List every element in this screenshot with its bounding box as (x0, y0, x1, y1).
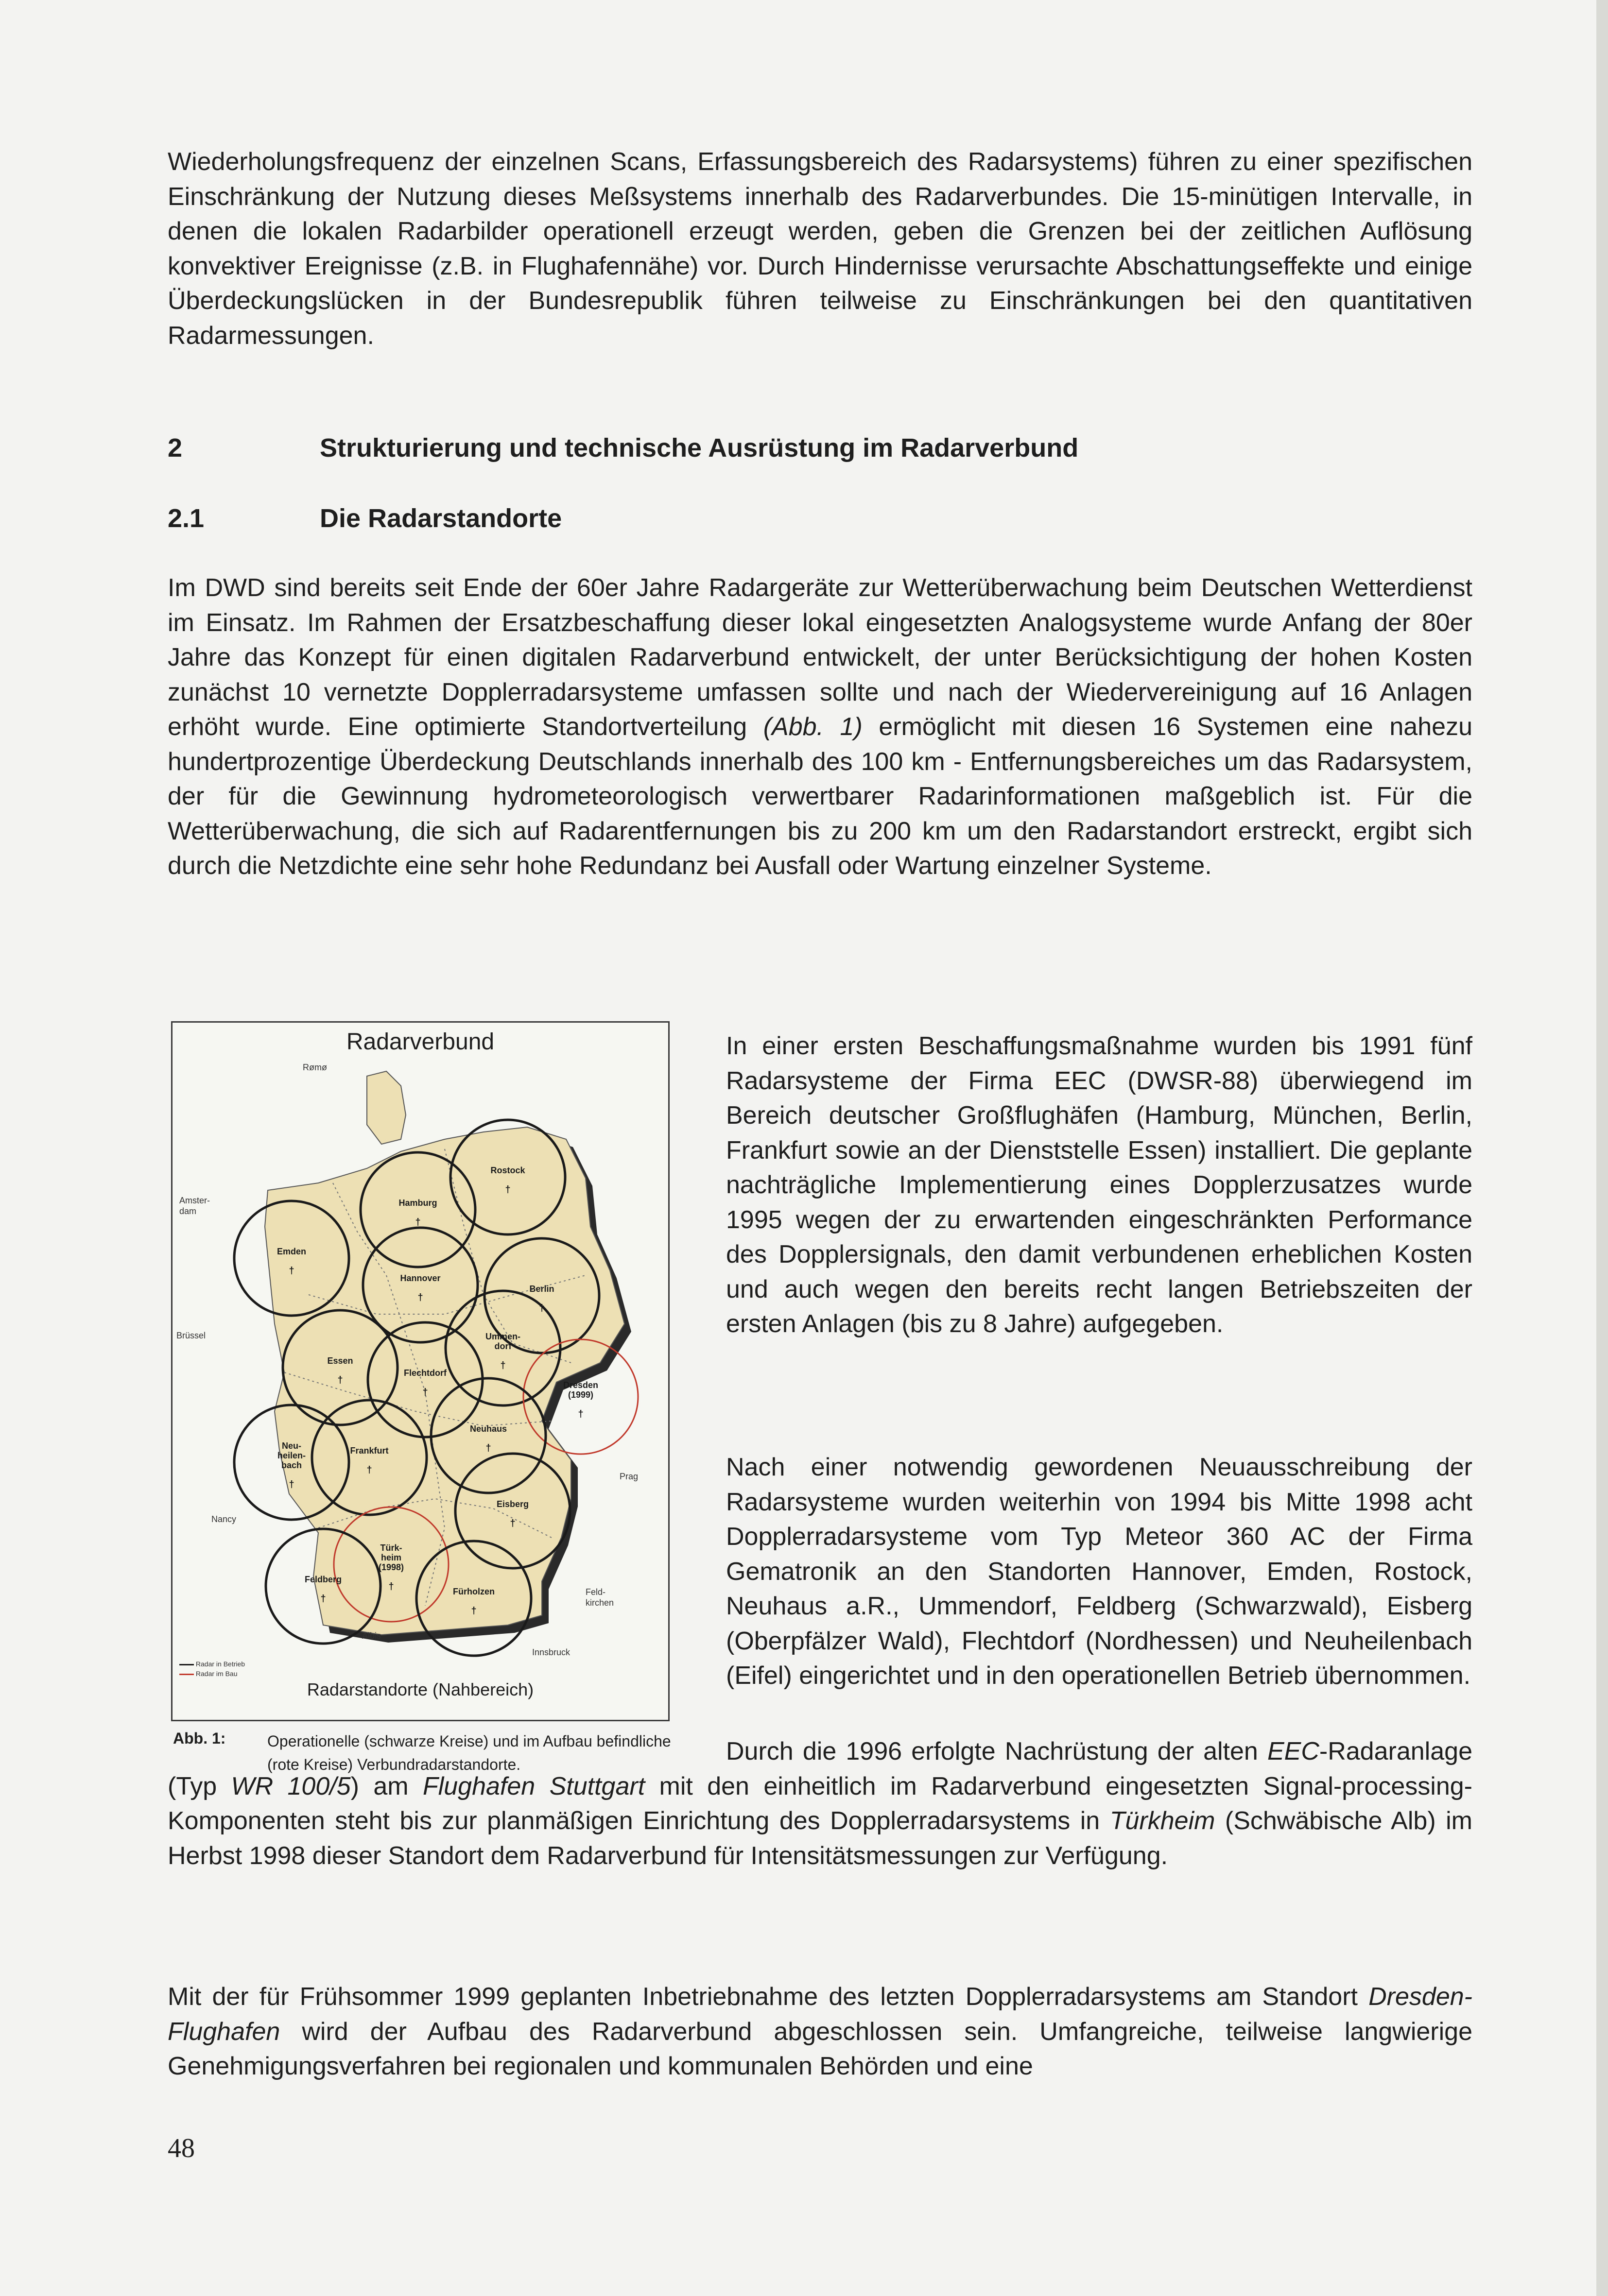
section-number: 2 (168, 433, 183, 463)
radar-station-label: Neuhaus (469, 1424, 507, 1434)
body-paragraph-4: Durch die 1996 erfolgte Nachrüstung der alten EEC-Radaranlage (Typ WR 100/5) am Flughafen Stuttgart mit den einheitlich im Radarverbund eingesetzten Signal-processing-Komponenten steht bis zur planmäßigen Einrichtung des Dopplerradarsystems in Türkheim (Schwäbische Alb) im Herbst 1998 dieser Standort dem Radarverbund für Intensitätsmessungen zur Verfügung. (168, 1737, 1473, 1870)
radar-tower-icon: † (422, 1387, 428, 1398)
radar-station-label: heim (380, 1553, 402, 1562)
place-prag: Prag (620, 1472, 639, 1481)
denmark-land (367, 1071, 406, 1144)
place-feldkirchen-2: kirchen (586, 1598, 614, 1608)
figure-reference: (Abb. 1) (763, 713, 863, 741)
place-albis: Albis (362, 1631, 381, 1641)
radar-tower-icon: † (366, 1465, 372, 1475)
place-amsterdam-1: Amster- (179, 1196, 210, 1205)
caption-text: Operationelle (schwarze Kreise) und im Aufbau befindliche (rote Kreise) Verbundradarstandorte. (267, 1732, 671, 1773)
body-paragraph-1: Im DWD sind bereits seit Ende der 60er Jahre Radargeräte zur Wetterüberwachung beim Deutschen Wetterdienst im Einsatz. Im Rahmen der Ersatzbeschaffung dieser lokal eingesetzten Analogsysteme wurde Anfang der 80er Jahre das Konzept für einen digitalen Radarverbund entwickelt, der unter Berücksichtigung der hohen Kosten zunächst 10 vernetzte Dopplerradarsysteme umfassen sollte und nach der Wiedervereinigung auf 16 Anlagen erhöht wurde. Eine optimierte Standortverteilung (Abb. 1) ermöglicht mit diesen 16 Systemen eine nahezu hundertprozentige Überdeckung Deutschlands innerhalb des 100 km - Entfernungsbereiches um das Radarsystem, der für die Gewinnung hydrometeorologisch verwertbarer Radarinformationen maßgeblich ist. Für die Wetterüberwachung, die sich auf Radarentfernungen bis zu 200 km um den Radarstandort erstreckt, ergibt sich durch die Netzdichte eine sehr hohe Redundanz bei Ausfall oder Wartung einzelner Systeme. (168, 574, 1472, 880)
radar-tower-icon: † (417, 1292, 423, 1303)
radar-network-map (173, 1023, 668, 1720)
place-bruessel: Brüssel (176, 1331, 206, 1340)
radar-station-label: Frankfurt (350, 1446, 389, 1456)
place-romo: Rømø (303, 1062, 327, 1072)
section-title: Strukturierung und technische Ausrüstung im Radarverbund (320, 433, 1079, 463)
place-feldkirchen-1: Feld- (586, 1587, 606, 1597)
radar-station-label: (1999) (568, 1390, 594, 1400)
radar-station-label: Fürholzen (453, 1587, 495, 1596)
radar-tower-icon: † (471, 1606, 477, 1616)
radar-tower-icon: † (539, 1303, 545, 1314)
radar-tower-icon: † (289, 1479, 294, 1490)
radar-station-label: heilen- (277, 1451, 306, 1460)
radar-tower-icon: † (337, 1375, 343, 1386)
place-nancy: Nancy (211, 1514, 237, 1524)
radar-station-label: bach (281, 1460, 302, 1470)
place-amsterdam-2: dam (179, 1206, 197, 1216)
radar-station-label: Türk- (380, 1543, 402, 1553)
radar-station-label: dorf (494, 1341, 512, 1351)
radar-tower-icon: † (415, 1217, 421, 1228)
radar-station-label: Emden (277, 1247, 307, 1256)
body-paragraph-5: Mit der für Frühsommer 1999 geplanten Inbetriebnahme des letzten Dopplerradarsystems am Standort Dresden-Flughafen wird der Aufbau des Radarverbund abgeschlossen sein. Umfangreiche, teilweise langwierige Genehmigungsverfahren bei regionalen und kommunalen Behörden und eine (168, 1983, 1472, 2080)
radar-tower-icon: † (500, 1360, 506, 1371)
body-paragraph-2: In einer ersten Beschaffungsmaßnahme wurden bis 1991 fünf Radarsysteme der Firma EEC (DWSR-88) überwiegend im Bereich deutscher Großflughäfen (Hamburg, München, Berlin, Frankfurt sowie an der Dienststelle Essen) installiert. Die geplante nachträgliche Implementierung eines Dopplerzusatzes wurde 1995 wegen der zu erwartenden eingeschränkten Performance des Dopplersignals, den damit verbundenen erheblichen Kosten und auch wegen den bereits recht langen Betriebszeiten der ersten Anlagen (bis zu 8 Jahre) aufgegeben. (726, 1032, 1473, 1338)
radar-tower-icon: † (289, 1266, 294, 1276)
radar-tower-icon: † (485, 1443, 491, 1454)
radar-station-label: Berlin (529, 1284, 554, 1294)
figure-legend: Radar in Betrieb Radar im Bau (179, 1659, 245, 1679)
radar-station-label: Neu- (282, 1441, 301, 1451)
figure-subtitle: Radarstandorte (Nahbereich) (307, 1679, 534, 1699)
radar-tower-icon: † (578, 1409, 584, 1420)
subsection-title: Die Radarstandorte (320, 504, 562, 533)
place-innsbruck: Innsbruck (532, 1647, 571, 1657)
radar-station-label: Eisberg (496, 1499, 529, 1509)
figure-title: Radarverbund (346, 1029, 495, 1055)
radar-station-label: Dresden (563, 1380, 599, 1390)
radar-station-label: Hannover (400, 1273, 441, 1283)
body-paragraph-3: Nach einer notwendig gewordenen Neuausschreibung der Radarsysteme wurden weiterhin von 1994 bis Mitte 1998 acht Dopplerradarsysteme vom Typ Meteor 360 AC der Firma Gematronik an den Standorten Hannover, Emden, Rostock, Neuhaus a.R., Ummendorf, Feldberg (Schwarzwald), Eisberg (Oberpfälzer Wald), Flechtdorf (Nordhessen) und Neuheilenbach (Eifel) eingerichtet und in den operationellen Betrieb übernommen. (726, 1453, 1473, 1690)
radar-tower-icon: † (505, 1184, 511, 1195)
caption-label: Abb. 1: (173, 1730, 226, 1747)
radar-station-label: Ummen- (485, 1332, 521, 1341)
radar-tower-icon: † (320, 1593, 326, 1604)
radar-station-label: Hamburg (398, 1198, 437, 1208)
radar-station-label: Rostock (490, 1165, 525, 1175)
radar-station-label: Essen (327, 1356, 353, 1366)
radar-station-label: Feldberg (304, 1575, 342, 1584)
figure-radarverbund (171, 1021, 670, 1721)
radar-station-label: (1998) (378, 1562, 404, 1572)
page-edge-shadow (1596, 0, 1608, 2296)
radar-tower-icon: † (388, 1581, 394, 1592)
subsection-number: 2.1 (168, 504, 205, 533)
page-number: 48 (168, 2133, 195, 2163)
radar-tower-icon: † (510, 1518, 516, 1529)
radar-station-label: Flechtdorf (404, 1368, 447, 1378)
intro-paragraph: Wiederholungsfrequenz der einzelnen Scans, Erfassungsbereich des Radarsystems) führen zu einer spezifischen Einschränkung der Nutzung dieses Meßsystems innerhalb des Radarverbundes. Die 15-minütigen Intervalle, in denen die lokalen Radarbilder operationell erzeugt werden, geben die Grenzen bei der zeitlichen Auflösung konvektiver Ereignisse (z.B. in Flughafennähe) vor. Durch Hindernisse verursachte Abschattungseffekte und einige Überdeckungslücken in der Bundesrepublik führen teilweise zu Einschränkungen bei den quantitativen Radarmessungen. (168, 148, 1472, 350)
